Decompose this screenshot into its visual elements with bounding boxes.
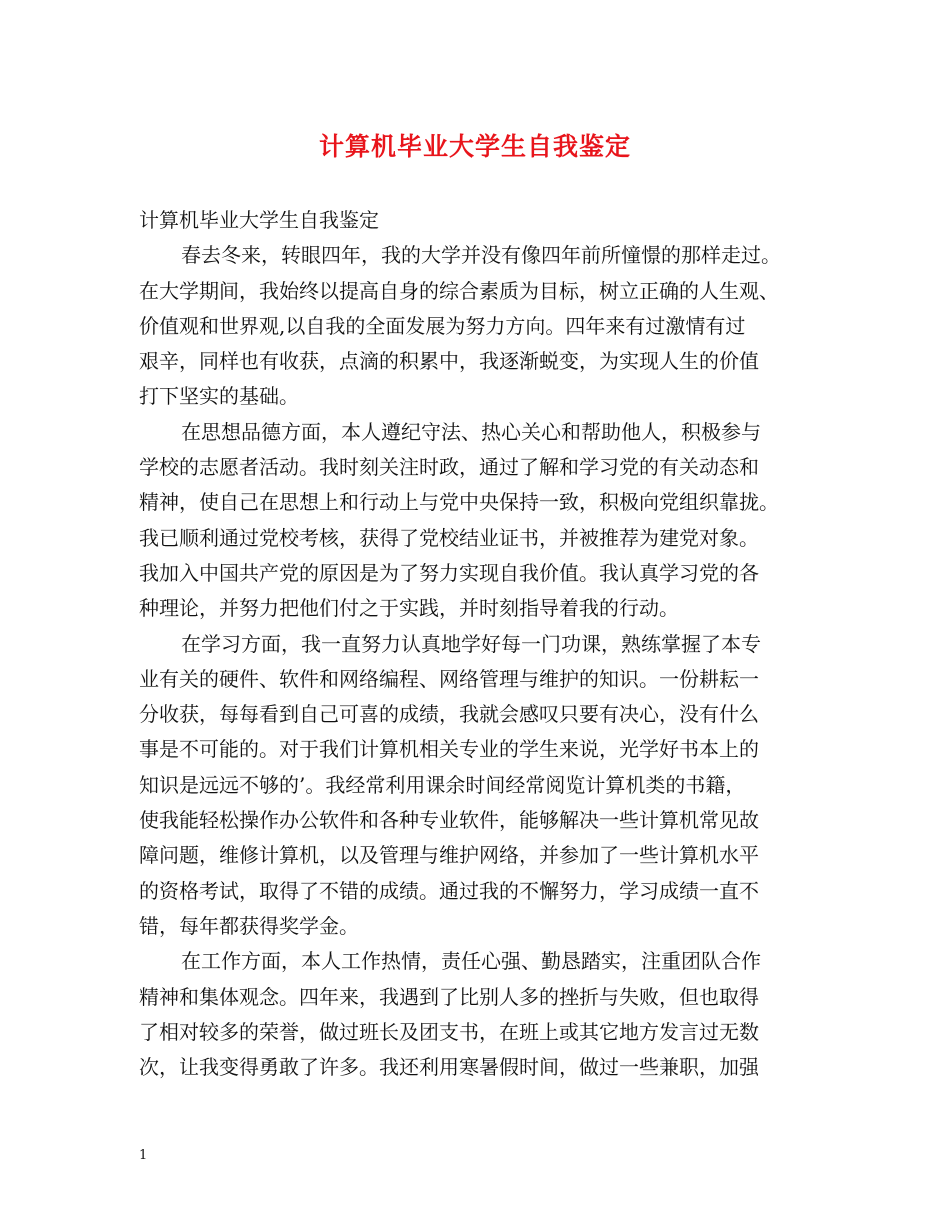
paragraph-line: 分收获，每每看到自己可喜的成绩，我就会感叹只要有决心，没有什么 xyxy=(139,702,759,727)
paragraph-line: 在学习方面，我一直努力认真地学好每一门功课，熟练掌握了本专 xyxy=(181,631,761,656)
paragraph-study xyxy=(139,627,819,945)
paragraph-line: 在工作方面，本人工作热情，责任心强、勤恳踏实，注重团队合作 xyxy=(181,949,761,974)
paragraph-line: 我加入中国共产党的原因是为了努力实现自我价值。我认真学习党的各 xyxy=(139,560,759,585)
paragraph-line: 错，每年都获得奖学金。 xyxy=(139,913,359,938)
page-number: 1 xyxy=(139,1148,148,1163)
paragraph-line: 了相对较多的荣誉，做过班长及团支书，在班上或其它地方发言过无数 xyxy=(139,1019,759,1044)
paragraph-line: 打下坚实的基础。 xyxy=(139,384,299,409)
paragraph-intro xyxy=(139,238,819,414)
paragraph-work xyxy=(139,944,819,1085)
paragraph-line: 障问题，维修计算机，以及管理与维护网络，并参加了一些计算机水平 xyxy=(139,843,759,868)
paragraph-ideology xyxy=(139,415,819,627)
document-body xyxy=(139,203,819,1085)
paragraph-line: 事是不可能的。对于我们计算机相关专业的学生来说，光学好书本上的 xyxy=(139,737,759,762)
paragraph-line: 在思想品德方面，本人遵纪守法、热心关心和帮助他人，积极参与 xyxy=(181,419,761,444)
paragraph-line: 种理论，并努力把他们付之于实践，并时刻指导着我的行动。 xyxy=(139,596,679,621)
document-title: 计算机毕业大学生自我鉴定 xyxy=(318,132,631,161)
paragraph-line: 学校的志愿者活动。我时刻关注时政，通过了解和学习党的有关动态和 xyxy=(139,455,759,480)
paragraph-line: 在大学期间，我始终以提高自身的综合素质为目标，树立正确的人生观、 xyxy=(139,278,779,303)
paragraph-line: 精神和集体观念。四年来，我遇到了比别人多的挫折与失败，但也取得 xyxy=(139,984,759,1009)
paragraph-line: 知识是远远不够的’。我经常利用课余时间经常阅览计算机类的书籍， xyxy=(139,772,746,797)
paragraph-line: 的资格考试，取得了不错的成绩。通过我的不懈努力，学习成绩一直不 xyxy=(139,878,759,903)
document-subtitle: 计算机毕业大学生自我鉴定 xyxy=(139,208,379,232)
paragraph-line: 使我能轻松操作办公软件和各种专业软件，能够解决一些计算机常见故 xyxy=(139,808,759,833)
paragraph-line: 次，让我变得勇敢了许多。我还利用寒暑假时间，做过一些兼职，加强 xyxy=(139,1055,759,1080)
paragraph-line: 精神，使自己在思想上和行动上与党中央保持一致，积极向党组织靠拢。 xyxy=(139,490,779,515)
paragraph-line: 艰辛，同样也有收获，点滴的积累中，我逐渐蜕变，为实现人生的价值 xyxy=(139,349,759,374)
paragraph-line: 价值观和世界观,以自我的全面发展为努力方向。四年来有过激情有过 xyxy=(139,313,746,338)
paragraph-line: 我已顺利通过党校考核，获得了党校结业证书，并被推荐为建党对象。 xyxy=(139,525,759,550)
paragraph-line: 业有关的硬件、软件和网络编程、网络管理与维护的知识。一份耕耘一 xyxy=(139,666,759,691)
paragraph-line: 春去冬来，转眼四年，我的大学并没有像四年前所憧憬的那样走过。 xyxy=(181,243,781,268)
